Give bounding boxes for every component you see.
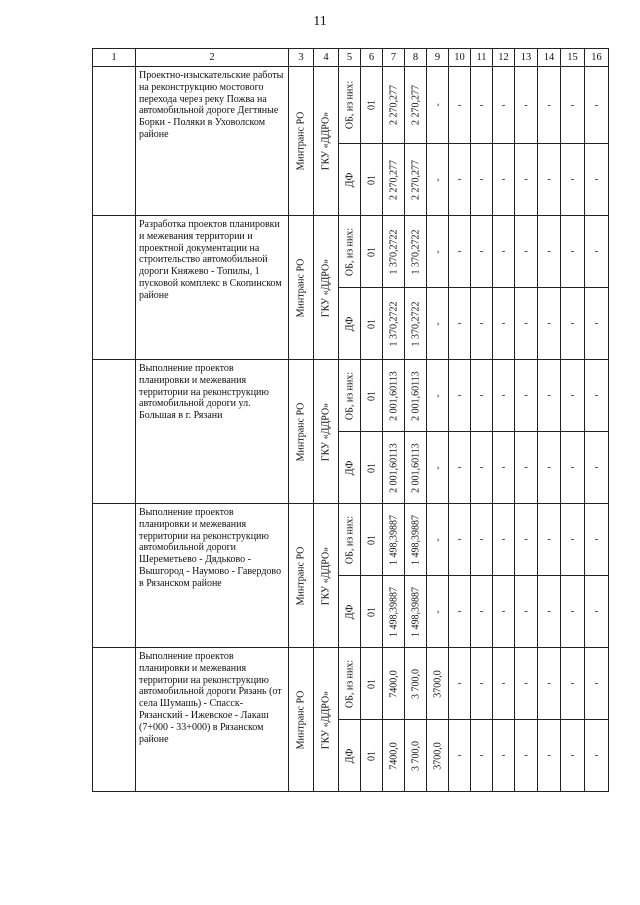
recipient-cell-text: ГКУ «ДДРО» xyxy=(320,258,332,317)
amount-total-cell-text: 2 001,60113 xyxy=(388,370,399,421)
column-header-3: 3 xyxy=(289,49,314,67)
empty-amount-cell: - xyxy=(561,288,585,360)
funding-source-cell-text: ОБ, из них: xyxy=(344,80,355,130)
recipient-cell-text: ГКУ «ДДРО» xyxy=(320,402,332,461)
empty-amount-cell: - xyxy=(561,576,585,648)
code-cell xyxy=(361,504,383,576)
empty-amount-cell: - xyxy=(449,648,471,720)
amount-year1-cell xyxy=(405,432,427,504)
empty-amount-cell: - xyxy=(538,504,561,576)
amount-year1-cell xyxy=(405,648,427,720)
column-header-9: 9 xyxy=(427,49,449,67)
recipient-cell-text: ГКУ «ДДРО» xyxy=(320,690,332,749)
empty-amount-cell: - xyxy=(561,648,585,720)
code-cell-text: 01 xyxy=(366,174,377,185)
funding-source-cell-text: ОБ, из них: xyxy=(344,659,355,708)
amount-year1-cell-text: 1 370,2722 xyxy=(410,301,421,346)
empty-amount-cell: - xyxy=(449,144,471,216)
amount-year2-cell xyxy=(427,360,449,432)
amount-year2-cell xyxy=(427,504,449,576)
amount-year2-cell xyxy=(427,144,449,216)
recipient-cell xyxy=(314,360,339,504)
executor-cell xyxy=(289,67,314,216)
column-header-13: 13 xyxy=(515,49,538,67)
executor-cell xyxy=(289,216,314,360)
empty-amount-cell: - xyxy=(471,144,493,216)
empty-amount-cell: - xyxy=(449,720,471,792)
column-header-7: 7 xyxy=(383,49,405,67)
code-cell-text: 01 xyxy=(366,318,377,329)
budget-table xyxy=(92,48,609,792)
column-header-5: 5 xyxy=(339,49,361,67)
column-header-15: 15 xyxy=(561,49,585,67)
amount-year1-cell xyxy=(405,67,427,144)
amount-year2-cell xyxy=(427,67,449,144)
executor-cell-text: Минтранс РО xyxy=(295,258,307,317)
amount-year2-cell-text: - xyxy=(432,249,443,254)
empty-amount-cell: - xyxy=(449,216,471,288)
empty-amount-cell: - xyxy=(515,288,538,360)
recipient-cell-text: ГКУ «ДДРО» xyxy=(320,546,332,605)
empty-amount-cell: - xyxy=(471,432,493,504)
column-header-6: 6 xyxy=(361,49,383,67)
empty-amount-cell: - xyxy=(538,576,561,648)
empty-amount-cell: - xyxy=(471,648,493,720)
empty-amount-cell: - xyxy=(515,720,538,792)
empty-amount-cell: - xyxy=(493,720,515,792)
amount-year2-cell-text: - xyxy=(432,103,443,107)
amount-year2-cell xyxy=(427,216,449,288)
funding-source-cell xyxy=(339,144,361,216)
column-header-8: 8 xyxy=(405,49,427,67)
code-cell xyxy=(361,144,383,216)
recipient-cell xyxy=(314,504,339,648)
amount-total-cell xyxy=(383,144,405,216)
code-cell-text: 01 xyxy=(366,606,377,617)
empty-amount-cell: - xyxy=(493,144,515,216)
recipient-cell xyxy=(314,648,339,792)
amount-year1-cell xyxy=(405,216,427,288)
amount-year2-cell-text: - xyxy=(432,465,443,470)
amount-total-cell xyxy=(383,360,405,432)
row-number-cell xyxy=(93,504,136,648)
empty-amount-cell: - xyxy=(538,432,561,504)
amount-year2-cell-text: - xyxy=(432,321,443,326)
amount-total-cell xyxy=(383,504,405,576)
empty-amount-cell: - xyxy=(493,576,515,648)
funding-source-cell xyxy=(339,432,361,504)
empty-amount-cell: - xyxy=(471,67,493,144)
amount-year1-cell xyxy=(405,144,427,216)
amount-year1-cell-text: 2 270,277 xyxy=(410,85,421,125)
row-number-cell xyxy=(93,648,136,792)
executor-cell-text: Минтранс РО xyxy=(295,546,307,605)
measure-description: Выполнение проектов планировки и межевания территории на реконструкцию автомобильной дороги Рязань (от села Шумашь) - Спасск-Рязанский - Ижевское - Лакаш (7+000 - 33+000) в Рязанском районе xyxy=(136,648,289,792)
amount-year2-cell-text: 3700,0 xyxy=(432,669,443,698)
amount-total-cell-text: 1 498,39887 xyxy=(388,586,399,637)
empty-amount-cell: - xyxy=(515,360,538,432)
empty-amount-cell: - xyxy=(585,576,609,648)
empty-amount-cell: - xyxy=(449,432,471,504)
empty-amount-cell: - xyxy=(493,67,515,144)
code-cell-text: 01 xyxy=(366,390,377,401)
column-header-2: 2 xyxy=(136,49,289,67)
empty-amount-cell: - xyxy=(585,67,609,144)
recipient-cell xyxy=(314,67,339,216)
executor-cell xyxy=(289,648,314,792)
empty-amount-cell: - xyxy=(585,216,609,288)
empty-amount-cell: - xyxy=(538,720,561,792)
empty-amount-cell: - xyxy=(449,288,471,360)
amount-total-cell-text: 1 370,2722 xyxy=(388,229,399,274)
amount-year1-cell-text: 3 700,0 xyxy=(410,668,421,699)
empty-amount-cell: - xyxy=(515,576,538,648)
code-cell-text: 01 xyxy=(366,678,377,689)
row-number-cell xyxy=(93,67,136,216)
empty-amount-cell: - xyxy=(585,720,609,792)
amount-total-cell xyxy=(383,576,405,648)
empty-amount-cell: - xyxy=(585,432,609,504)
funding-source-cell-text: ОБ, из них: xyxy=(344,371,355,420)
amount-total-cell xyxy=(383,288,405,360)
amount-year1-cell-text: 3 700,0 xyxy=(410,740,421,771)
amount-year1-cell-text: 1 498,39887 xyxy=(410,514,421,565)
empty-amount-cell: - xyxy=(493,360,515,432)
amount-total-cell xyxy=(383,720,405,792)
column-header-11: 11 xyxy=(471,49,493,67)
code-cell xyxy=(361,288,383,360)
amount-year2-cell-text: 3700,0 xyxy=(432,741,443,770)
empty-amount-cell: - xyxy=(471,504,493,576)
amount-total-cell-text: 2 270,277 xyxy=(388,159,399,200)
empty-amount-cell: - xyxy=(449,360,471,432)
page-number: 11 xyxy=(313,14,327,29)
empty-amount-cell: - xyxy=(538,648,561,720)
column-header-10: 10 xyxy=(449,49,471,67)
column-header-12: 12 xyxy=(493,49,515,67)
empty-amount-cell: - xyxy=(493,288,515,360)
empty-amount-cell: - xyxy=(561,360,585,432)
amount-year2-cell-text: - xyxy=(432,177,443,182)
empty-amount-cell: - xyxy=(561,720,585,792)
executor-cell xyxy=(289,360,314,504)
code-cell xyxy=(361,216,383,288)
funding-source-cell xyxy=(339,216,361,288)
funding-source-cell-text: ОБ, из них: xyxy=(344,515,355,564)
empty-amount-cell: - xyxy=(585,360,609,432)
funding-source-cell xyxy=(339,576,361,648)
code-cell-text: 01 xyxy=(366,534,377,545)
amount-total-cell-text: 2 001,60113 xyxy=(388,442,399,493)
empty-amount-cell: - xyxy=(515,432,538,504)
funding-source-cell-text: ОБ, из них: xyxy=(344,227,355,276)
row-number-cell xyxy=(93,360,136,504)
empty-amount-cell: - xyxy=(449,67,471,144)
amount-total-cell-text: 2 270,277 xyxy=(388,85,399,125)
measure-description: Разработка проектов планировки и межевания территории и проектной документации на строительство автомобильной дороги Княжево - Топилы, 1 пусковой комплекс в Скопинском районе xyxy=(136,216,289,360)
amount-total-cell xyxy=(383,648,405,720)
table-row xyxy=(93,67,609,144)
empty-amount-cell: - xyxy=(471,576,493,648)
amount-year2-cell xyxy=(427,648,449,720)
empty-amount-cell: - xyxy=(538,216,561,288)
code-cell-text: 01 xyxy=(366,100,377,110)
empty-amount-cell: - xyxy=(471,288,493,360)
empty-amount-cell: - xyxy=(471,720,493,792)
amount-year2-cell xyxy=(427,720,449,792)
empty-amount-cell: - xyxy=(493,648,515,720)
amount-total-cell-text: 1 498,39887 xyxy=(388,514,399,565)
funding-source-cell xyxy=(339,288,361,360)
empty-amount-cell: - xyxy=(471,216,493,288)
recipient-cell xyxy=(314,216,339,360)
empty-amount-cell: - xyxy=(449,504,471,576)
code-cell xyxy=(361,576,383,648)
amount-total-cell xyxy=(383,67,405,144)
table-row xyxy=(93,360,609,432)
amount-year2-cell-text: - xyxy=(432,537,443,542)
empty-amount-cell: - xyxy=(493,216,515,288)
code-cell-text: 01 xyxy=(366,750,377,761)
amount-year2-cell xyxy=(427,432,449,504)
empty-amount-cell: - xyxy=(538,360,561,432)
amount-year1-cell xyxy=(405,504,427,576)
empty-amount-cell: - xyxy=(471,360,493,432)
amount-year1-cell xyxy=(405,720,427,792)
amount-year1-cell xyxy=(405,576,427,648)
table-row xyxy=(93,504,609,576)
amount-year2-cell xyxy=(427,288,449,360)
funding-source-cell-text: ДФ xyxy=(344,604,355,619)
measure-description: Выполнение проектов планировки и межевания территории на реконструкцию автомобильной дороги Шереметьево - Дядьково - Вышгород - Наумово - Гавердово в Рязанском районе xyxy=(136,504,289,648)
amount-year1-cell-text: 2 001,60113 xyxy=(410,370,421,421)
executor-cell-text: Минтранс РО xyxy=(295,690,307,749)
empty-amount-cell: - xyxy=(585,504,609,576)
empty-amount-cell: - xyxy=(585,648,609,720)
funding-source-cell xyxy=(339,360,361,432)
empty-amount-cell: - xyxy=(515,504,538,576)
funding-source-cell-text: ДФ xyxy=(344,172,355,187)
amount-year1-cell-text: 2 270,277 xyxy=(410,159,421,200)
code-cell xyxy=(361,432,383,504)
funding-source-cell-text: ДФ xyxy=(344,748,355,763)
executor-cell xyxy=(289,504,314,648)
funding-source-cell xyxy=(339,648,361,720)
empty-amount-cell: - xyxy=(493,432,515,504)
amount-year2-cell-text: - xyxy=(432,609,443,614)
code-cell-text: 01 xyxy=(366,246,377,257)
code-cell xyxy=(361,360,383,432)
amount-total-cell xyxy=(383,216,405,288)
header-row xyxy=(93,49,609,67)
amount-total-cell-text: 1 370,2722 xyxy=(388,301,399,346)
column-header-14: 14 xyxy=(538,49,561,67)
amount-year2-cell-text: - xyxy=(432,393,443,398)
code-cell xyxy=(361,648,383,720)
funding-source-cell xyxy=(339,504,361,576)
funding-source-cell-text: ДФ xyxy=(344,460,355,475)
funding-source-cell xyxy=(339,720,361,792)
column-header-4: 4 xyxy=(314,49,339,67)
empty-amount-cell: - xyxy=(538,288,561,360)
code-cell xyxy=(361,720,383,792)
recipient-cell-text: ГКУ «ДДРО» xyxy=(320,111,332,171)
empty-amount-cell: - xyxy=(585,144,609,216)
amount-year1-cell xyxy=(405,288,427,360)
empty-amount-cell: - xyxy=(538,67,561,144)
amount-total-cell-text: 7400,0 xyxy=(388,669,399,698)
column-header-1: 1 xyxy=(93,49,136,67)
executor-cell-text: Минтранс РО xyxy=(295,111,307,171)
funding-source-cell xyxy=(339,67,361,144)
empty-amount-cell: - xyxy=(561,67,585,144)
empty-amount-cell: - xyxy=(561,432,585,504)
code-cell xyxy=(361,67,383,144)
empty-amount-cell: - xyxy=(515,67,538,144)
empty-amount-cell: - xyxy=(515,648,538,720)
funding-source-cell-text: ДФ xyxy=(344,316,355,331)
empty-amount-cell: - xyxy=(493,504,515,576)
empty-amount-cell: - xyxy=(515,216,538,288)
empty-amount-cell: - xyxy=(515,144,538,216)
table-row xyxy=(93,216,609,288)
amount-year1-cell-text: 1 370,2722 xyxy=(410,229,421,274)
table-row xyxy=(93,648,609,720)
empty-amount-cell: - xyxy=(561,504,585,576)
row-number-cell xyxy=(93,216,136,360)
amount-year1-cell-text: 1 498,39887 xyxy=(410,586,421,637)
amount-year1-cell-text: 2 001,60113 xyxy=(410,442,421,493)
amount-year2-cell xyxy=(427,576,449,648)
empty-amount-cell: - xyxy=(449,576,471,648)
empty-amount-cell: - xyxy=(561,216,585,288)
column-header-16: 16 xyxy=(585,49,609,67)
empty-amount-cell: - xyxy=(585,288,609,360)
executor-cell-text: Минтранс РО xyxy=(295,402,307,461)
empty-amount-cell: - xyxy=(538,144,561,216)
amount-total-cell-text: 7400,0 xyxy=(388,741,399,770)
empty-amount-cell: - xyxy=(561,144,585,216)
measure-description: Проектно-изыскательские работы на реконструкцию мостового перехода через реку Пожва на автомобильной дороге Дегтяные Борки - Поляки в Уховолском районе xyxy=(136,67,289,216)
code-cell-text: 01 xyxy=(366,462,377,473)
amount-year1-cell xyxy=(405,360,427,432)
measure-description: Выполнение проектов планировки и межевания территории на реконструкцию автомобильной дороги ул. Большая в г. Рязани xyxy=(136,360,289,504)
amount-total-cell xyxy=(383,432,405,504)
